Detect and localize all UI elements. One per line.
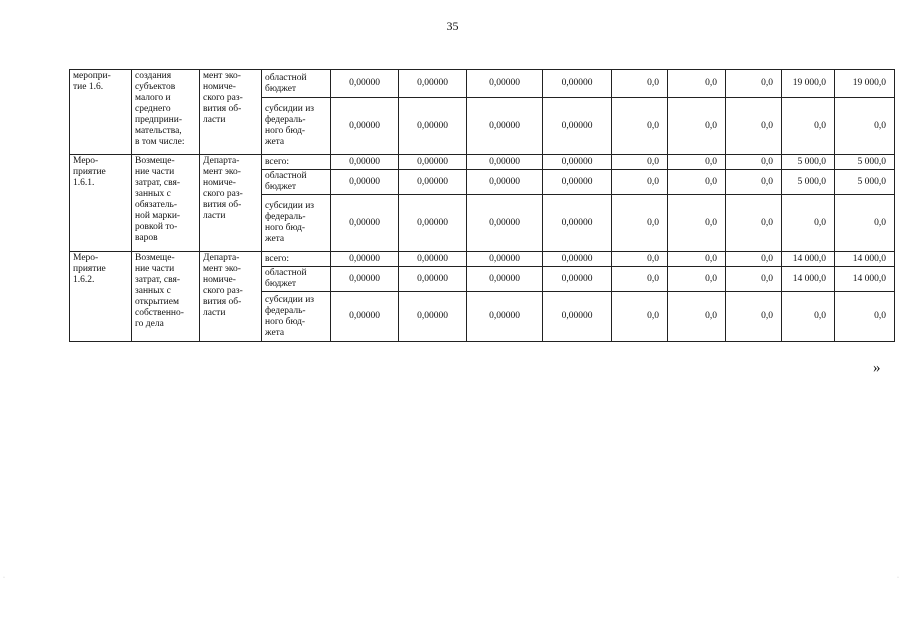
value-cell: 0,00000 [399, 70, 467, 98]
value-cell: 0,00000 [543, 195, 612, 252]
executor-cell: Департа- мент эко- номиче- ского раз- вития об- ласти [200, 155, 262, 252]
value-cell: 0,0 [668, 292, 726, 342]
value-cell: 0,00000 [467, 292, 543, 342]
event-cell: Меро- приятие 1.6.1. [70, 155, 132, 252]
value-cell: 0,00000 [543, 292, 612, 342]
value-cell: 0,0 [726, 252, 782, 267]
value-cell: 0,0 [835, 98, 895, 155]
funding-source-cell: субсидии из федераль- ного бюд- жета [262, 98, 331, 155]
value-cell: 0,0 [668, 155, 726, 170]
funding-source-cell: областной бюджет [262, 267, 331, 292]
value-cell: 0,0 [726, 267, 782, 292]
table-row [70, 70, 895, 98]
value-cell: 0,00000 [467, 252, 543, 267]
value-cell: 0,0 [726, 155, 782, 170]
value-cell: 5 000,0 [835, 155, 895, 170]
funding-source-cell: всего: [262, 155, 331, 170]
value-cell: 0,00000 [399, 170, 467, 195]
value-cell: 14 000,0 [782, 267, 835, 292]
value-cell: 0,00000 [467, 195, 543, 252]
value-cell: 0,0 [835, 195, 895, 252]
value-cell: 0,00000 [331, 292, 399, 342]
event-cell: меропри- тие 1.6. [70, 70, 132, 155]
value-cell: 0,0 [835, 292, 895, 342]
funding-source-cell: субсидии из федераль- ного бюд- жета [262, 292, 331, 342]
value-cell: 0,00000 [399, 155, 467, 170]
value-cell: 0,0 [612, 267, 668, 292]
value-cell: 14 000,0 [835, 267, 895, 292]
value-cell: 0,0 [612, 98, 668, 155]
scan-mark-left: · [3, 575, 5, 581]
value-cell: 0,00000 [467, 170, 543, 195]
value-cell: 0,0 [782, 98, 835, 155]
value-cell: 0,0 [782, 195, 835, 252]
value-cell: 0,00000 [331, 267, 399, 292]
value-cell: 0,00000 [331, 70, 399, 98]
value-cell: 0,00000 [331, 155, 399, 170]
value-cell: 14 000,0 [835, 252, 895, 267]
description-cell: Возмеще- ние части затрат, свя- занных с открытием собственно- го дела [132, 252, 200, 342]
value-cell: 0,00000 [467, 98, 543, 155]
funding-source-cell: субсидии из федераль- ного бюд- жета [262, 195, 331, 252]
value-cell: 0,0 [612, 292, 668, 342]
value-cell: 0,00000 [331, 98, 399, 155]
value-cell: 0,00000 [399, 292, 467, 342]
budget-table [69, 69, 895, 342]
value-cell: 0,00000 [331, 170, 399, 195]
value-cell: 0,00000 [331, 195, 399, 252]
value-cell: 0,00000 [399, 195, 467, 252]
value-cell: 0,0 [668, 267, 726, 292]
closing-quote: » [873, 360, 881, 376]
value-cell: 0,0 [612, 170, 668, 195]
value-cell: 14 000,0 [782, 252, 835, 267]
value-cell: 0,0 [726, 98, 782, 155]
page-number: 35 [446, 19, 459, 33]
value-cell: 0,0 [668, 70, 726, 98]
value-cell: 0,00000 [399, 252, 467, 267]
value-cell: 0,00000 [543, 267, 612, 292]
value-cell: 5 000,0 [782, 155, 835, 170]
funding-source-cell: всего: [262, 252, 331, 267]
value-cell: 0,00000 [543, 155, 612, 170]
value-cell: 0,00000 [399, 98, 467, 155]
value-cell: 0,00000 [543, 170, 612, 195]
funding-source-cell: областной бюджет [262, 70, 331, 98]
executor-cell: Департа- мент эко- номиче- ского раз- вития об- ласти [200, 252, 262, 342]
value-cell: 5 000,0 [782, 170, 835, 195]
value-cell: 0,00000 [399, 267, 467, 292]
value-cell: 0,00000 [467, 267, 543, 292]
description-cell: Возмеще- ние части затрат, свя- занных с обязатель- ной марки- ровкой то- варов [132, 155, 200, 252]
value-cell: 0,0 [782, 292, 835, 342]
value-cell: 5 000,0 [835, 170, 895, 195]
value-cell: 0,00000 [543, 252, 612, 267]
value-cell: 0,0 [726, 195, 782, 252]
table-row [70, 252, 895, 267]
value-cell: 19 000,0 [835, 70, 895, 98]
value-cell: 0,0 [726, 170, 782, 195]
value-cell: 0,0 [612, 252, 668, 267]
value-cell: 0,0 [726, 70, 782, 98]
funding-source-cell: областной бюджет [262, 170, 331, 195]
value-cell: 0,0 [668, 170, 726, 195]
scan-mark-right: · [897, 575, 899, 581]
value-cell: 0,0 [668, 195, 726, 252]
event-cell: Меро- приятие 1.6.2. [70, 252, 132, 342]
value-cell: 19 000,0 [782, 70, 835, 98]
value-cell: 0,0 [612, 70, 668, 98]
value-cell: 0,0 [668, 98, 726, 155]
table-row [70, 155, 895, 170]
description-cell: создания субъектов малого и среднего предприни- мательства, в том числе: [132, 70, 200, 155]
executor-cell: мент эко- номиче- ского раз- вития об- ласти [200, 70, 262, 155]
value-cell: 0,0 [726, 292, 782, 342]
value-cell: 0,00000 [543, 70, 612, 98]
value-cell: 0,00000 [467, 155, 543, 170]
value-cell: 0,0 [612, 195, 668, 252]
value-cell: 0,00000 [331, 252, 399, 267]
value-cell: 0,0 [668, 252, 726, 267]
value-cell: 0,0 [612, 155, 668, 170]
value-cell: 0,00000 [543, 98, 612, 155]
value-cell: 0,00000 [467, 70, 543, 98]
